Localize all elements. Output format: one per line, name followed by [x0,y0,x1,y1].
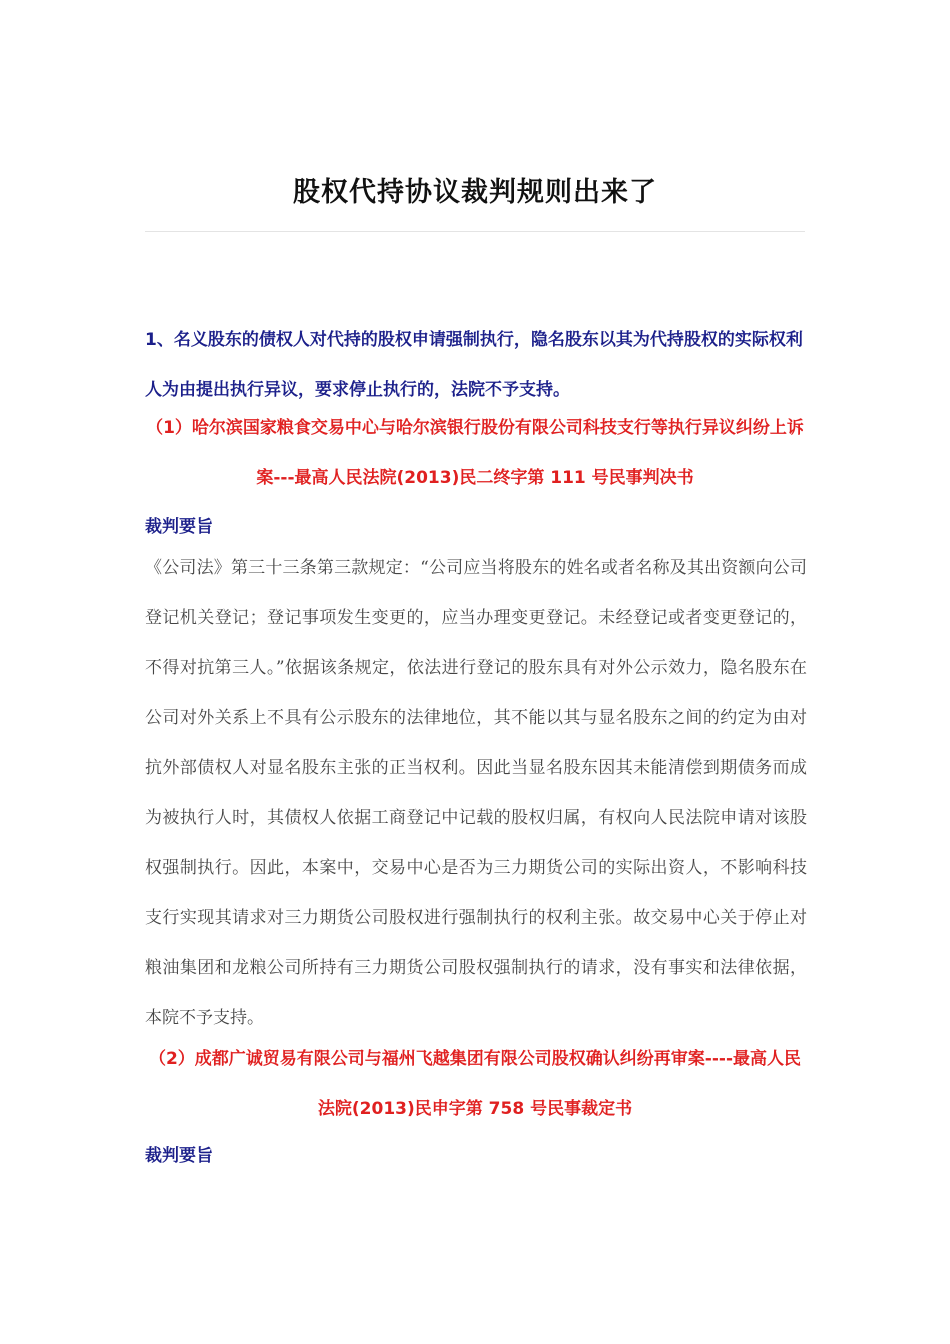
case-2-summary-label: 裁判要旨 [145,1146,213,1166]
title-divider [145,231,805,232]
case-1-title: （1）哈尔滨国家粮食交易中心与哈尔滨银行股份有限公司科技支行等执行异议纠纷上诉案---最高人民法院(2013)民二终字第 111 号民事判决书 [146,418,804,488]
case-1-summary-label: 裁判要旨 [145,517,213,537]
case-2-title: （2）成都广诚贸易有限公司与福州飞越集团有限公司股权确认纠纷再审案----最高人民法院(2013)民申字第 758 号民事裁定书 [148,1049,802,1119]
section-1-heading: 1、名义股东的债权人对代持的股权申请强制执行，隐名股东以其为代持股权的实际权利人为由提出执行异议，要求停止执行的，法院不予支持。 [145,330,803,400]
document-title: 股权代持协议裁判规则出来了 [293,177,657,208]
case-1-summary-text: 《公司法》第三十三条第三款规定：“公司应当将股东的姓名或者名称及其出资额向公司登记机关登记；登记事项发生变更的，应当办理变更登记。未经登记或者变更登记的，不得对抗第三人。”依据该条规定，依法进行登记的股东具有对外公示效力，隐名股东在公司对外关系上不具有公示股东的法律地位，其不能以其与显名股东之间的约定为由对抗外部债权人对显名股东主张的正当权利。因此当显名股东因其未能清偿到期债务而成为被执行人时，其债权人依据工商登记中记载的股权归属，有权向人民法院申请对该股权强制执行。因此，本案中，交易中心是否为三力期货公司的实际出资人，不影响科技支行实现其请求对三力期货公司股权进行强制执行的权利主张。故交易中心关于停止对粮油集团和龙粮公司所持有三力期货公司股权强制执行的请求，没有事实和法律依据，本院不予支持。 [145,558,807,1028]
